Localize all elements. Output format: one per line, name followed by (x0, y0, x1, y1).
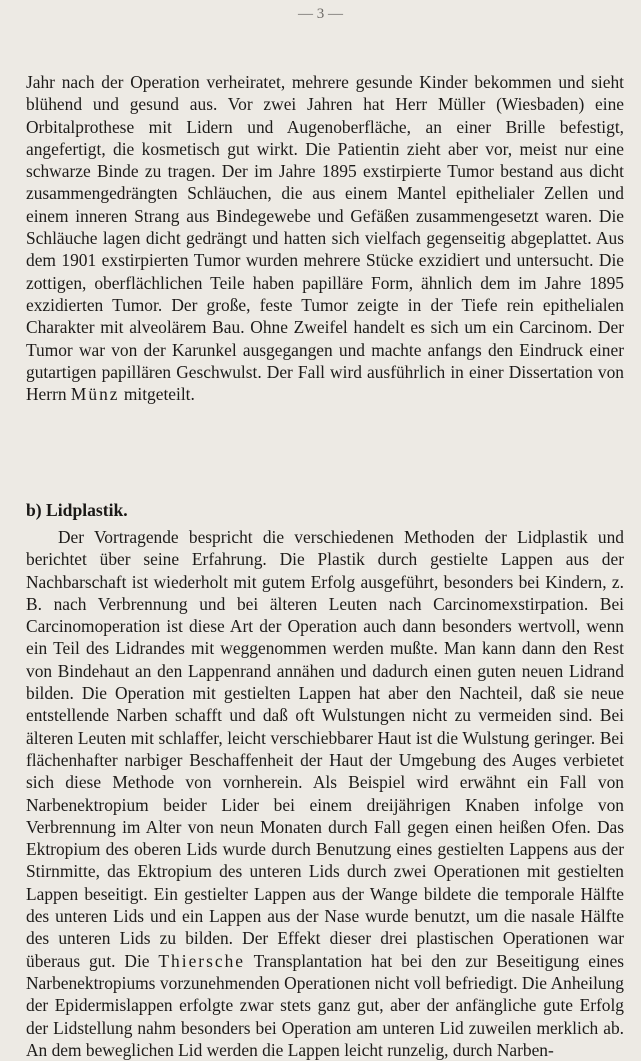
author-name-muenz: Münz (70, 384, 120, 405)
page-number: — 3 — (298, 6, 343, 22)
paragraph-2-text-part-2: Transplantation hat bei den zur Beseitigung eines Narbenektropiums vorzunehmenden Operationen nicht voll befriedigt. Die Anheilung der Epidermislappen erfolgte zwar stets ganz gut, aber der anfängliche gute Erfolg der Lidstellung nahm besonders bei Operation am unteren Lid zuweilen merklich ab. An dem beweglichen Lid werden die Lappen leicht runzelig, durch Narben- (26, 950, 624, 1060)
paragraph-1-text: Jahr nach der Operation verheiratet, mehrere gesunde Kinder bekommen und sieht blühend und gesund aus. Vor zwei Jahren hat Herr Müller (Wiesbaden) eine Orbitalprothese mit Lidern und Augenoberfläche, an einer Brille befestigt, angefertigt, die kosmetisch gut wirkt. Die Patientin zieht aber vor, meist nur eine schwarze Binde zu tragen. Der im Jahre 1895 exstirpierte Tumor bestand aus dicht zusammengedrängten Schläuchen, die aus einem Mantel epithelialer Zellen und einem inneren Strang aus Bindegewebe und Gefäßen zusammengesetzt waren. Die Schläuche lagen dicht gedrängt und hatten sich vielfach gegenseitig abgeplattet. Aus dem 1901 exstirpierten Tumor wurden mehrere Stücke exzidiert und untersucht. Die zottigen, oberflächlichen Teile haben papilläre Form, ähnlich dem im Jahre 1895 exzidierten Tumor. Der große, feste Tumor zeigte in der Tiefe rein epithelialen Charakter mit alveolärem Bau. Ohne Zweifel handelt es sich um ein Carcinom. Der Tumor war von der Karunkel ausgegangen und machte anfangs den Eindruck einer gutartigen papillären Geschwulst. Der Fall wird ausführlich in einer Dissertation von Herrn (26, 72, 624, 405)
body-paragraph-1 (26, 71, 624, 405)
section-heading-lidplastik: b) Lidplastik. (26, 500, 128, 520)
author-name-thiersche: Thiersche (158, 950, 245, 971)
paragraph-2-text-part-1: Der Vortragende bespricht die verschiedenen Methoden der Lidplastik und berichtet über seine Erfahrung. Die Plastik durch gestielte Lappen aus der Nachbarschaft ist wiederholt mit gutem Erfolg ausgeführt, besonders bei Kindern, z. B. nach Verbrennung und bei älteren Leuten nach Carcinomexstirpation. Bei Carcinomoperation ist diese Art der Operation auch dann besonders wertvoll, wenn ein Teil des Lidrandes mit weggenommen werden mußte. Man kann dann den Rest von Bindehaut an den Lappenrand annähen und dadurch einen guten neuen Lidrand bilden. Die Operation mit gestielten Lappen hat aber den Nachteil, daß sie neue entstellende Narben schafft und daß oft Wulstungen nicht zu vermeiden sind. Bei älteren Leuten mit schlaffer, leicht verschiebbarer Haut ist die Wulstung geringer. Bei flächenhafter narbiger Beschaffenheit der Haut der Umgebung des Auges verbietet sich diese Methode von vornherein. Als Beispiel wird erwähnt ein Fall von Narbenektropium beider Lider bei einem dreijährigen Knaben infolge von Verbrennung im Alter von neun Monaten durch Fall gegen einen heißen Ofen. Das Ektropium des oberen Lids wurde durch Benutzung eines gestielten Lappens aus der Stirnmitte, das Ektropium des unteren Lids durch zwei Operationen mit gestielten Lappen beseitigt. Ein gestielter Lappen aus der Wange bildete die temporale Hälfte des unteren Lids und ein Lappen aus der Nase wurde benutzt, um die nasale Hälfte des unteren Lids zu bilden. Der Effekt dieser drei plastischen Operationen war überaus gut. Die (26, 527, 624, 971)
paragraph-1-end: mitgeteilt. (123, 384, 195, 405)
body-paragraph-2 (26, 526, 624, 1061)
